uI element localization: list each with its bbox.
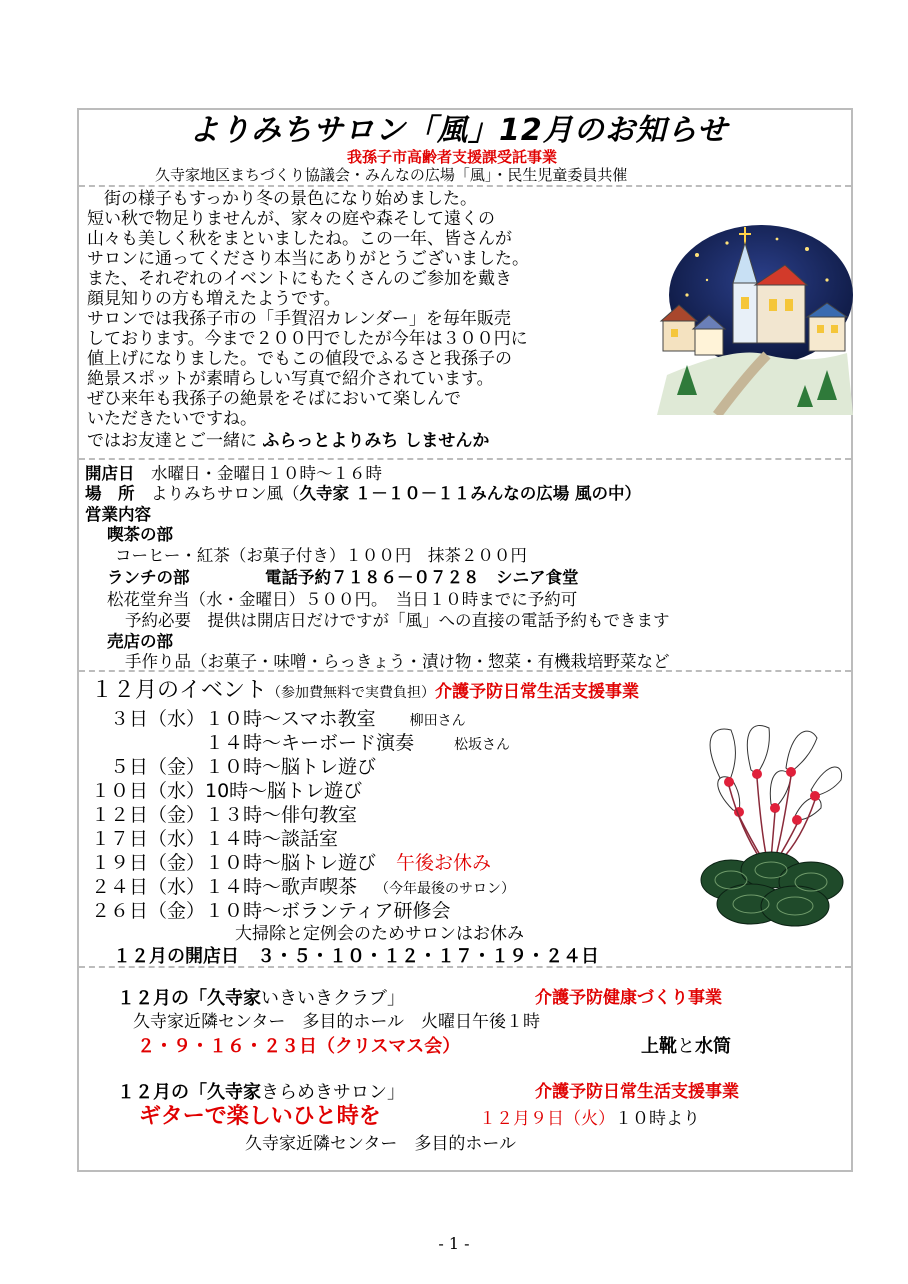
salon-program: 介護予防日常生活支援事業 <box>535 1082 739 1102</box>
lunch-line: 松花堂弁当（水・金曜日）５００円。 当日１０時までに予約可 <box>107 590 578 609</box>
events-header <box>91 680 639 702</box>
salon-time: １０時より <box>615 1109 700 1129</box>
events-section <box>79 672 851 968</box>
club-venue: 久寺家近隣センター 多目的ホール 火曜日午後１時 <box>133 1012 540 1032</box>
church-illustration <box>657 225 853 415</box>
intro-closing-bold: ふらっとよりみち しませんか <box>262 431 490 451</box>
intro-line: 短い秋で物足りませんが、家々の庭や森そして遠くの <box>87 209 495 229</box>
place-row <box>85 486 641 503</box>
open-days-label: 開店日 <box>85 464 135 483</box>
club-bring-bottle: 水筒 <box>695 1036 731 1057</box>
event-item <box>91 902 450 921</box>
place-address: 久寺家 １－１０－１１みんなの広場 風の中） <box>299 484 641 503</box>
event-item <box>91 758 376 777</box>
club-bring <box>641 1038 731 1056</box>
event-item <box>91 854 491 873</box>
event-text: １７日（水）１４時～談話室 <box>91 828 339 850</box>
salon-title-name: きらめきサロン」 <box>261 1082 405 1103</box>
place-label: 場 所 <box>85 484 135 503</box>
intro-line: ぜひ来年も我孫子の絶景をそばにおいて楽しんで <box>87 389 461 409</box>
salon-venue: 久寺家近隣センター 多目的ホール <box>245 1134 516 1154</box>
salon-headline: ギターで楽しいひと時を <box>139 1104 381 1129</box>
club-program: 介護予防健康づくり事業 <box>535 988 722 1008</box>
shop-label: 売店の部 <box>107 632 173 651</box>
open-days-value: 水曜日・金曜日１０時～１６時 <box>134 464 382 483</box>
intro-line: 山々も美しく秋をまといましたね。この一年、皆さんが <box>87 229 512 249</box>
intro-line: サロンでは我孫子市の「手賀沼カレンダー」を毎年販売 <box>87 309 511 329</box>
notice-frame <box>77 108 853 1172</box>
salon-title <box>117 1084 405 1102</box>
open-days-row <box>85 466 382 483</box>
cleanup-note: 大掃除と定例会のためサロンはお休み <box>235 924 524 944</box>
event-text: ２６日（金）１０時～ボランティア研修会 <box>91 900 451 922</box>
event-item <box>91 710 466 729</box>
event-item <box>91 878 515 897</box>
intro-line: 顔見知りの方も増えたようです。 <box>87 289 341 309</box>
cafe-label: 喫茶の部 <box>107 525 173 544</box>
intro-line: 値上げになりました。でもこの値段でふるさと我孫子の <box>87 349 512 369</box>
lunch-phone: 電話予約７１８６－０７２８ シニア食堂 <box>265 568 579 587</box>
intro-closing <box>87 433 489 450</box>
salon-date: １２月９日（火） <box>479 1109 615 1129</box>
salon-datetime <box>479 1111 700 1128</box>
info-section <box>79 460 851 672</box>
page-number: - 1 - <box>438 1234 470 1253</box>
subtitle: 我孫子市高齢者支援課受託事業 <box>347 148 558 166</box>
open-days-list: １２月の開店日 ３・５・１０・１２・１７・１９・２４日 <box>113 946 599 967</box>
lunch-line: 予約必要 提供は開店日だけですが「風」への直接の電話予約もできます <box>125 611 670 630</box>
event-text: ３日（水）１０時～スマホ教室 <box>91 708 376 730</box>
club-dates: ２・９・１６・２３日（クリスマス会） <box>137 1036 461 1057</box>
event-item <box>91 734 510 753</box>
shop-value: 手作り品（お菓子・味噌・らっきょう・漬け物・惣菜・有機栽培野菜など <box>125 652 670 671</box>
cafe-value: コーヒー・紅茶（お菓子付き）１００円 抹茶２００円 <box>115 546 527 565</box>
event-text: １２日（金）１３時～俳句教室 <box>91 804 358 826</box>
events-fee: （参加費無料で実費負担） <box>267 685 436 701</box>
event-item <box>91 830 338 849</box>
page-title: よりみちサロン「風」12月のお知らせ <box>189 113 728 148</box>
event-note: （今年最後のサロン） <box>375 881 516 897</box>
club-title <box>117 990 405 1008</box>
cyclamen-illustration <box>691 720 851 928</box>
intro-line: 絶景スポットが素晴らしい写真で紹介されています。 <box>87 369 494 389</box>
event-text: １４時～キーボード演奏 <box>91 732 415 754</box>
intro-line: サロンに通ってくださり本当にありがとうございました。 <box>87 249 529 269</box>
event-note: 松坂さん <box>454 737 511 753</box>
intro-section <box>79 187 851 460</box>
place-value: よりみちサロン風（ <box>134 484 300 503</box>
intro-line: いただきたいですね。 <box>87 409 257 429</box>
events-program: 介護予防日常生活支援事業 <box>435 682 640 702</box>
event-item <box>91 806 357 825</box>
header-section <box>79 110 851 187</box>
club-bring-shoes: 上靴 <box>641 1036 677 1057</box>
lunch-label: ランチの部 <box>107 568 190 587</box>
event-text: ５日（金）１０時～脳トレ遊び <box>91 756 377 778</box>
intro-line: しております。今まで２００円でしたが今年は３００円に <box>87 329 528 349</box>
event-item <box>91 782 362 801</box>
events-heading: １２月のイベント <box>91 678 268 703</box>
club-title-name: いきいきクラブ」 <box>261 988 405 1009</box>
event-text: １９日（金）１０時～脳トレ遊び <box>91 852 377 874</box>
club-bring-and: と <box>677 1036 695 1057</box>
salon-title-prefix: １２月の「久寺家 <box>117 1082 261 1103</box>
event-note-red: 午後お休み <box>396 852 492 874</box>
intro-line: 街の様子もすっかり冬の景色になり始めました。 <box>87 189 477 209</box>
club-title-prefix: １２月の「久寺家 <box>117 988 261 1009</box>
event-note: 柳田さん <box>409 713 466 729</box>
event-text: ２４日（水）１４時～歌声喫茶 <box>91 876 358 898</box>
intro-closing-prefix: ではお友達とご一緒に <box>87 431 263 451</box>
event-text: １０日（水）10時～脳トレ遊び <box>91 780 363 802</box>
business-label: 営業内容 <box>85 505 151 524</box>
intro-line: また、それぞれのイベントにもたくさんのご参加を戴き <box>87 269 512 289</box>
organizers: 久寺家地区まちづくり協議会・みんなの広場「風」・民生児童委員共催 <box>155 166 628 184</box>
